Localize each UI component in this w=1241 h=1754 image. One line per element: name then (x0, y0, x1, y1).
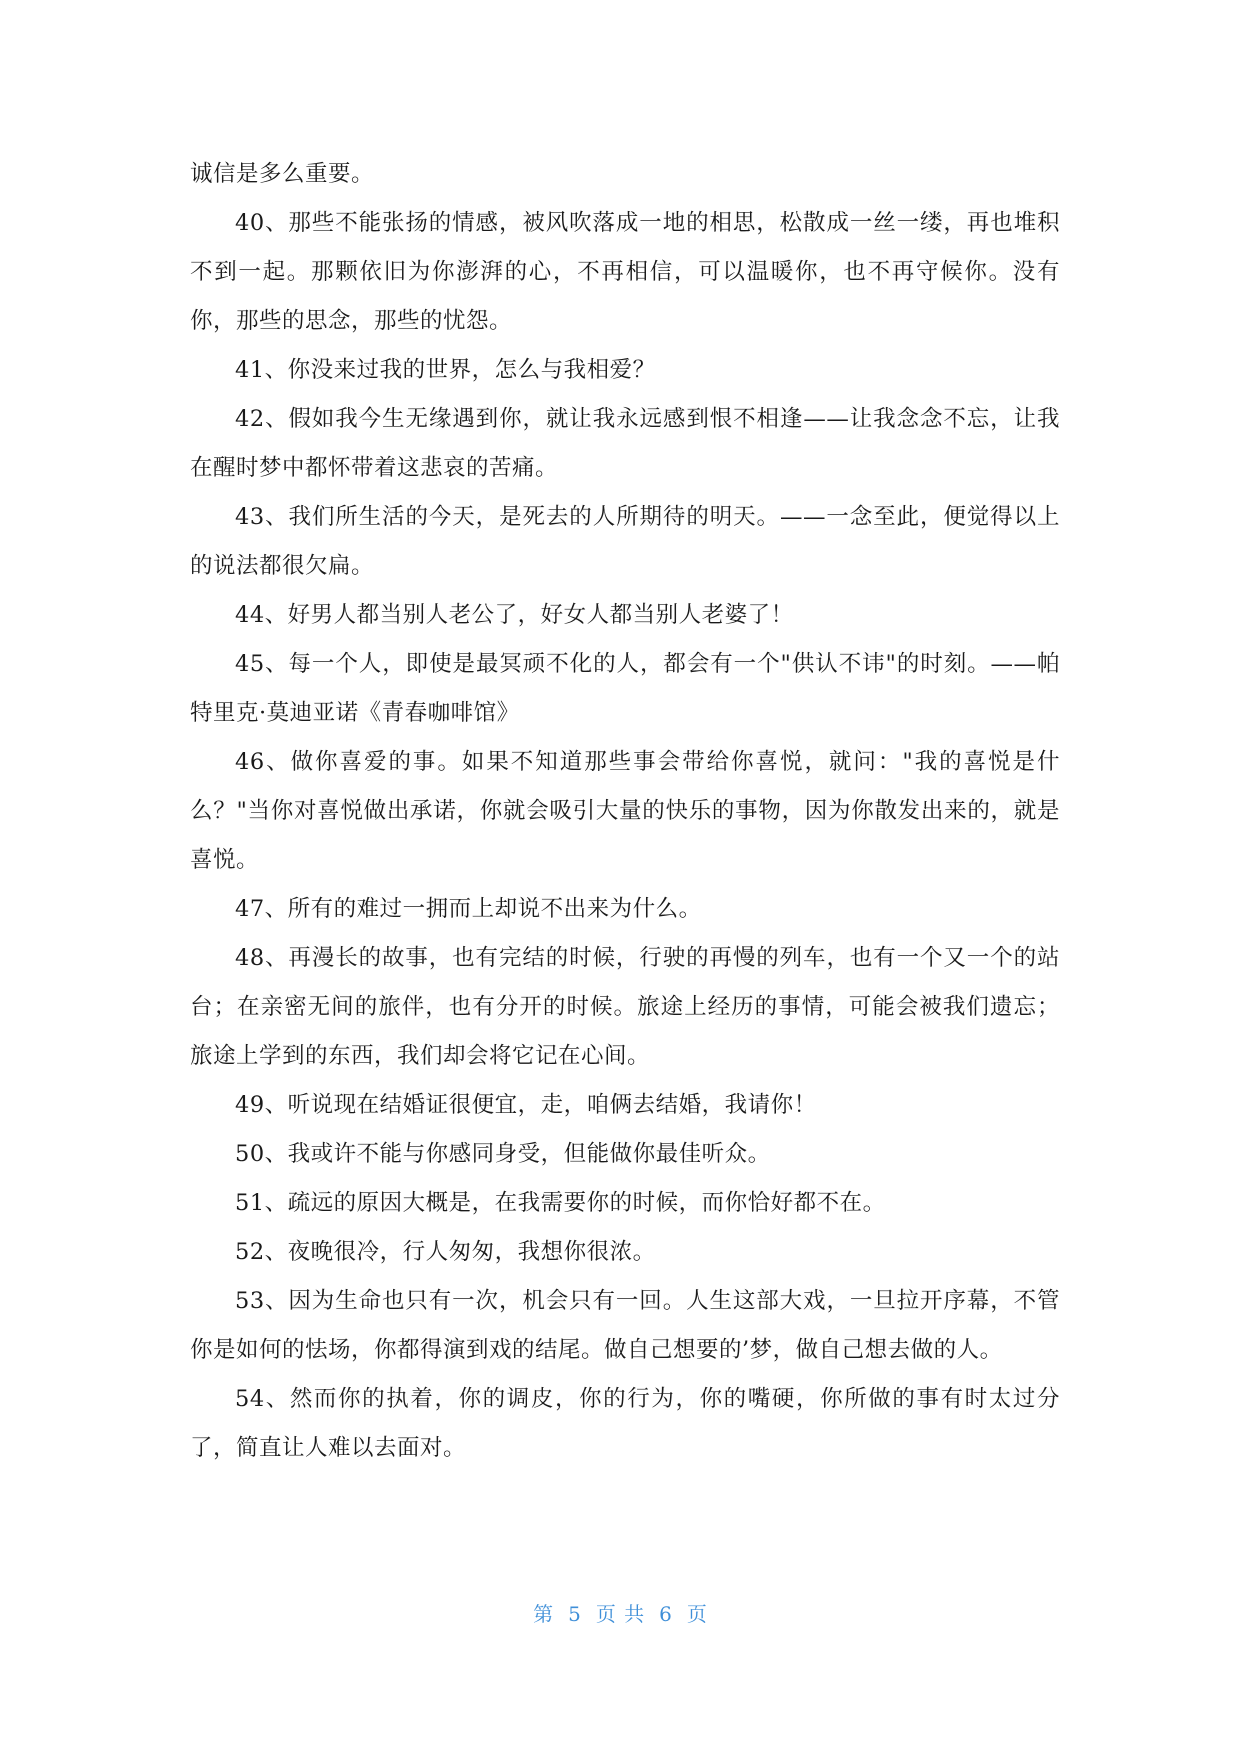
document-body (190, 150, 1060, 1473)
footer-label-pages: 页 (686, 1602, 708, 1626)
paragraph: 42、假如我今生无缘遇到你，就让我永远感到恨不相逢——让我念念不忘，让我在醒时梦中都怀带着这悲哀的苦痛。 (190, 406, 1060, 481)
paragraph: 53、因为生命也只有一次，机会只有一回。人生这部大戏，一旦拉开序幕，不管你是如何的怯场，你都得演到戏的结尾。做自己想要的’梦，做自己想去做的人。 (190, 1288, 1060, 1363)
paragraph: 52、夜晚很冷，行人匆匆，我想你很浓。 (235, 1239, 656, 1265)
paragraph: 48、再漫长的故事，也有完结的时候，行驶的再慢的列车，也有一个又一个的站台；在亲密无间的旅伴，也有分开的时候。旅途上经历的事情，可能会被我们遗忘；旅途上学到的东西，我们却会将它记在心间。 (190, 945, 1060, 1069)
footer-label-page-of: 页 共 (595, 1602, 646, 1626)
paragraph: 43、我们所生活的今天，是死去的人所期待的明天。——一念至此，便觉得以上的说法都很欠扁。 (190, 504, 1060, 579)
paragraph: 50、我或许不能与你感同身受，但能做你最佳听众。 (235, 1141, 771, 1167)
total-pages-number: 6 (659, 1602, 673, 1626)
current-page-number: 5 (568, 1602, 582, 1626)
paragraph: 46、做你喜爱的事。如果不知道那些事会带给你喜悦，就问："我的喜悦是什么？"当你对喜悦做出承诺，你就会吸引大量的快乐的事物，因为你散发出来的，就是喜悦。 (190, 749, 1060, 873)
paragraph: 40、那些不能张扬的情感，被风吹落成一地的相思，松散成一丝一缕，再也堆积不到一起。那颗依旧为你澎湃的心，不再相信，可以温暖你，也不再守候你。没有你，那些的思念，那些的忧怨。 (190, 210, 1060, 334)
paragraph: 诚信是多么重要。 (190, 161, 375, 187)
paragraph: 45、每一个人，即使是最冥顽不化的人，都会有一个"供认不讳"的时刻。——帕特里克·莫迪亚诺《青春咖啡馆》 (190, 651, 1060, 726)
paragraph: 49、听说现在结婚证很便宜，走，咱俩去结婚，我请你！ (235, 1092, 817, 1118)
paragraph: 41、你没来过我的世界，怎么与我相爱？ (235, 357, 656, 383)
page-footer (0, 1598, 1241, 1627)
paragraph: 54、然而你的执着，你的调皮，你的行为，你的嘴硬，你所做的事有时太过分了，简直让人难以去面对。 (190, 1386, 1060, 1461)
footer-label-page: 第 (533, 1602, 555, 1626)
paragraph: 47、所有的难过一拥而上却说不出来为什么。 (235, 896, 702, 922)
paragraph: 51、疏远的原因大概是，在我需要你的时候，而你恰好都不在。 (235, 1190, 886, 1216)
paragraph: 44、好男人都当别人老公了，好女人都当别人老婆了！ (235, 602, 794, 628)
